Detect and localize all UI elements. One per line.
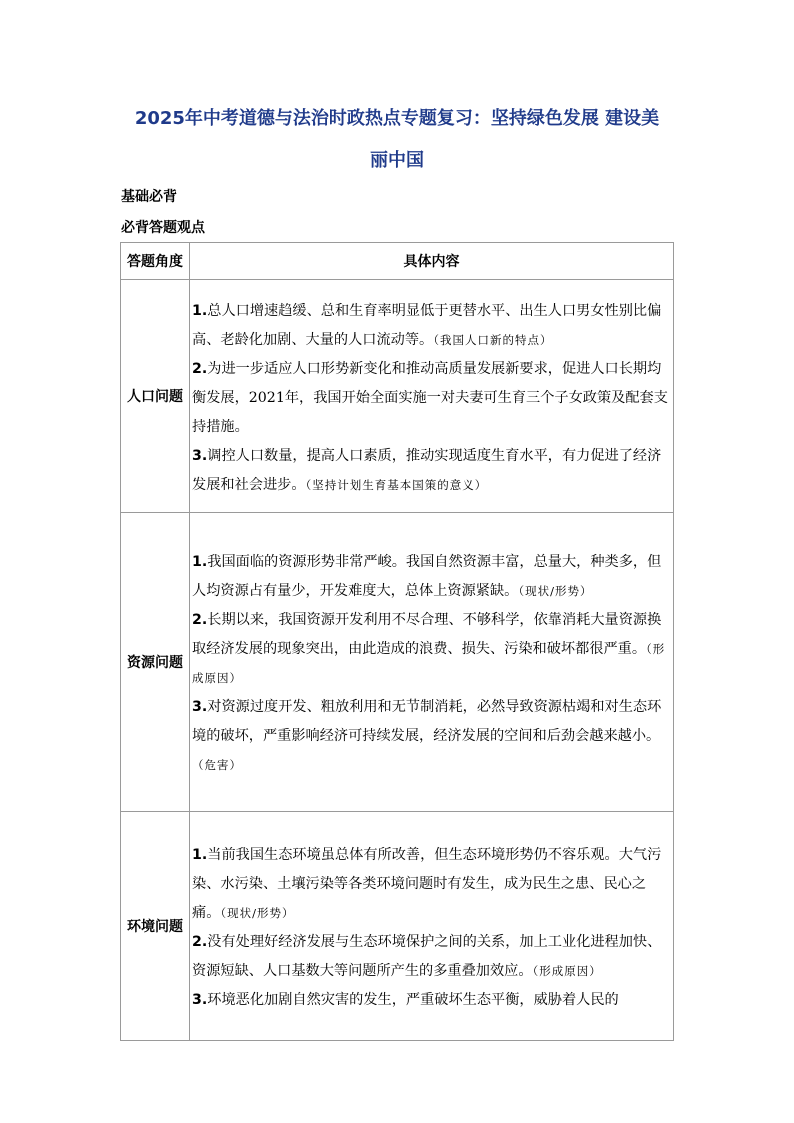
row-category: 环境问题 (121, 812, 190, 1041)
row-content (190, 280, 674, 513)
table-row (121, 513, 674, 812)
table-header-row (121, 243, 674, 280)
section-heading-viewpoints: 必背答题观点 (121, 220, 205, 236)
list-item: 2.没有处理好经济发展与生态环境保护之间的关系，加上工业化进程加快、资源短缺、人口基数大等问题所产生的多重叠加效应。（形成原因） (192, 934, 662, 979)
viewpoints-table (120, 242, 674, 1041)
row-category: 资源问题 (121, 513, 190, 812)
header-angle: 答题角度 (121, 243, 190, 280)
document-title (120, 98, 674, 182)
list-item: 1.我国面临的资源形势非常严峻。我国自然资源丰富，总量大，种类多，但人均资源占有量少，开发难度大，总体上资源紧缺。（现状/形势） (192, 554, 662, 599)
list-item: 2.为进一步适应人口形势新变化和推动高质量发展新要求，促进人口长期均衡发展，2021年，我国开始全面实施一对夫妻可生育三个子女政策及配套支持措施。 (192, 360, 668, 435)
title-line-2: 丽中国 (370, 150, 424, 171)
row-category: 人口问题 (121, 280, 190, 513)
row-content (190, 812, 674, 1041)
list-item: 2.长期以来，我国资源开发利用不尽合理、不够科学，依靠消耗大量资源换取经济发展的现象突出，由此造成的浪费、损失、污染和破坏都很严重。（形成原因） (192, 612, 666, 685)
table-row (121, 280, 674, 513)
list-item: 1.当前我国生态环境虽总体有所改善，但生态环境形势仍不容乐观。大气污染、水污染、土壤污染等各类环境问题时有发生，成为民生之患、民心之痛。（现状/形势） (192, 847, 662, 921)
header-content: 具体内容 (190, 243, 674, 280)
list-item: 1.总人口增速趋缓、总和生育率明显低于更替水平、出生人口男女性别比偏高、老龄化加剧、大量的人口流动等。（我国人口新的特点） (192, 302, 662, 348)
title-line-1: 2025年中考道德与法治时政热点专题复习：坚持绿色发展 建设美 (134, 108, 660, 129)
list-item: 3.对资源过度开发、粗放利用和无节制消耗，必然导致资源枯竭和对生态环境的破坏，严重影响经济可持续发展，经济发展的空间和后劲会越来越小。（危害） (192, 699, 662, 772)
section-heading-basic: 基础必背 (121, 189, 177, 205)
row-content (190, 513, 674, 812)
table-row (121, 812, 674, 1041)
list-item: 3.环境恶化加剧自然灾害的发生，严重破坏生态平衡，威胁着人民的 (192, 992, 619, 1008)
list-item: 3.调控人口数量，提高人口素质，推动实现适度生育水平，有力促进了经济发展和社会进步。（坚持计划生育基本国策的意义） (192, 447, 662, 493)
